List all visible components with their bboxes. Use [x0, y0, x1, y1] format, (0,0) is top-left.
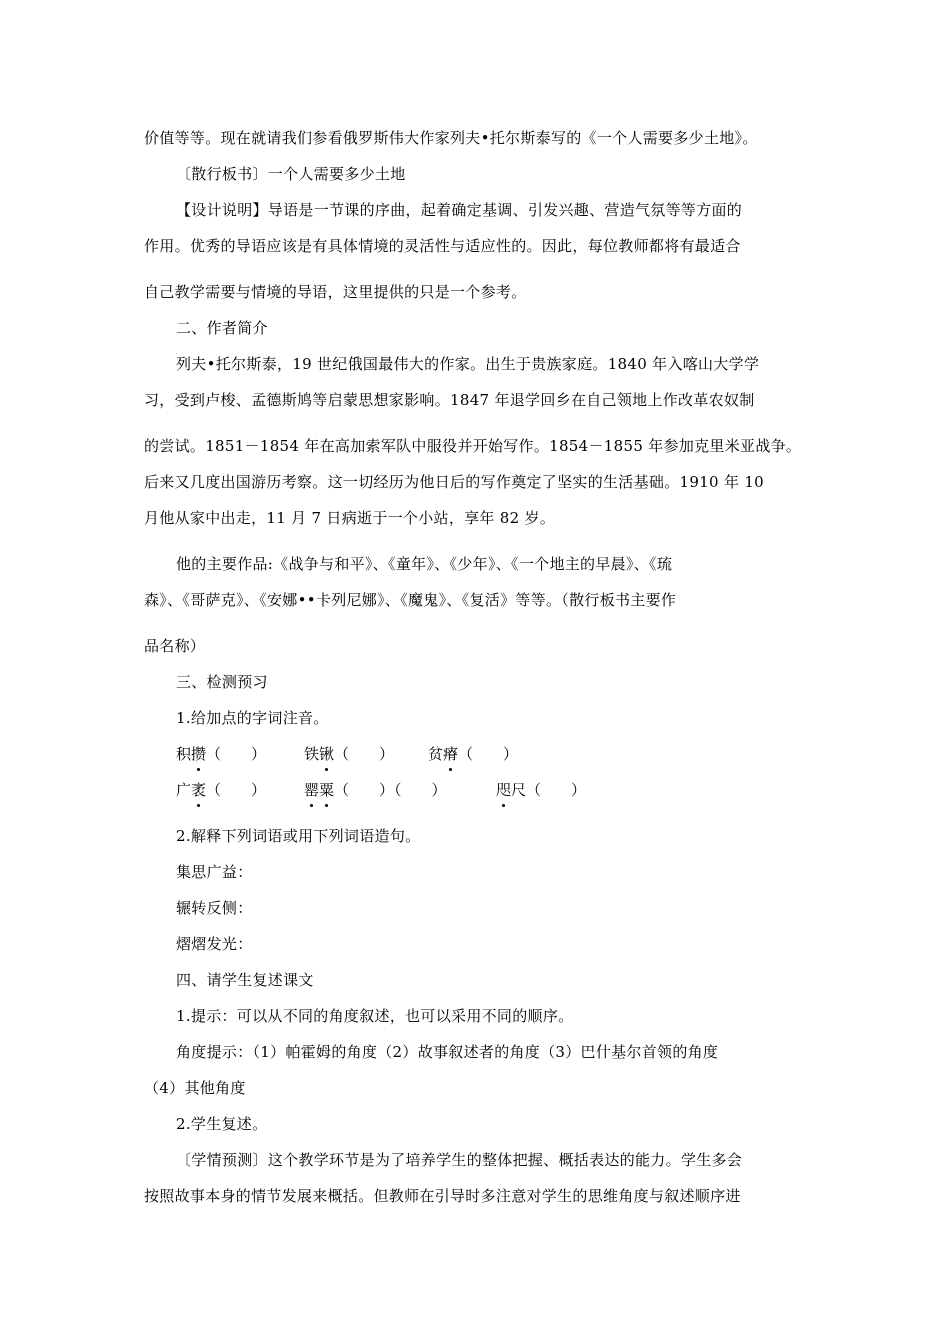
char: 尺 [511, 781, 527, 799]
works-line: 他的主要作品:《战争与和平》、《童年》、《少年》、《一个地主的早晨》、《琉 [176, 555, 673, 573]
pinyin-item [304, 744, 394, 764]
text-line: 习，受到卢梭、孟德斯鸠等启蒙思想家影响。1847 年退学回乡在自己领地上作改革农奴制 [144, 391, 755, 409]
text-line: 2.学生复述。 [176, 1115, 268, 1133]
text-line: 角度提示：（1）帕霍姆的角度（2）故事叙述者的角度（3）巴什基尔首领的角度 [176, 1043, 719, 1061]
text-line: 自己教学需要与情境的导语，这里提供的只是一个参考。 [144, 283, 527, 301]
answer-blank[interactable]: （ ） [206, 781, 267, 799]
text-line: （4）其他角度 [144, 1079, 246, 1097]
dotted-char: 罂 [304, 781, 320, 799]
text-line: 品名称） [144, 637, 206, 655]
char: 贫 [428, 745, 444, 763]
pinyin-item [428, 744, 518, 764]
dotted-char: 攒 [191, 745, 207, 763]
char: 积 [176, 745, 192, 763]
char: 铁 [304, 745, 320, 763]
text-line: 后来又几度出国游历考察。这一切经历为他日后的写作奠定了坚实的生活基础。1910 年 10 [144, 473, 765, 491]
text-line: 列夫•托尔斯泰，19 世纪俄国最伟大的作家。出生于贵族家庭。1840 年入喀山大学学 [176, 355, 760, 373]
pinyin-item [496, 780, 586, 800]
pinyin-item [176, 744, 266, 764]
section-heading-author: 二、作者简介 [176, 319, 268, 337]
vocab-item: 集思广益： [176, 863, 253, 881]
text-line: 1.提示：可以从不同的角度叙述，也可以采用不同的顺序。 [176, 1007, 574, 1025]
section-heading-preview: 三、检测预习 [176, 673, 268, 691]
text-line: 按照故事本身的情节发展来概括。但教师在引导时多注意对学生的思维角度与叙述顺序进 [144, 1187, 741, 1205]
design-note-line: 【设计说明】导语是一节课的序曲，起着确定基调、引发兴趣、营造气氛等等方面的 [176, 201, 743, 219]
vocab-item: 熠熠发光： [176, 935, 253, 953]
answer-blank[interactable]: （ ） [526, 781, 587, 799]
text-line: 的尝试。1851－1854 年在高加索军队中服役并开始写作。1854－1855 年参加克里米亚战争。 [144, 437, 802, 455]
answer-blank[interactable]: （ ） [334, 745, 395, 763]
text-line: 价值等等。现在就请我们参看俄罗斯伟大作家列夫•托尔斯泰写的《一个人需要多少土地》。 [144, 129, 758, 147]
pinyin-item [304, 780, 447, 800]
dotted-char: 咫 [496, 781, 512, 799]
dotted-char: 瘠 [443, 745, 459, 763]
answer-blank[interactable]: （ ） [206, 745, 267, 763]
char: 广 [176, 781, 192, 799]
question-2: 2.解释下列词语或用下列词语造句。 [176, 827, 421, 845]
vocab-item: 辗转反侧： [176, 899, 253, 917]
section-heading-retell: 四、请学生复述课文 [176, 971, 314, 989]
dotted-char: 粟 [319, 781, 335, 799]
answer-blank[interactable]: （ ） [458, 745, 519, 763]
answer-blank[interactable]: （ ）（ ） [334, 781, 447, 799]
dotted-char: 锹 [319, 745, 335, 763]
text-line: 〔学情预测〕这个教学环节是为了培养学生的整体把握、概括表达的能力。学生多会 [176, 1151, 743, 1169]
text-line: 月他从家中出走，11 月 7 日病逝于一个小站，享年 82 岁。 [144, 509, 556, 527]
dotted-char: 袤 [191, 781, 207, 799]
board-note: 〔散行板书〕一个人需要多少土地 [176, 165, 406, 183]
pinyin-item [176, 780, 266, 800]
question-1: 1.给加点的字词注音。 [176, 709, 329, 727]
text-line: 作用。优秀的导语应该是有具体情境的灵活性与适应性的。因此，每位教师都将有最适合 [144, 237, 741, 255]
text-line: 森》、《哥萨克》、《安娜••卡列尼娜》、《魔鬼》、《复活》等等。（散行板书主要作 [144, 591, 677, 609]
